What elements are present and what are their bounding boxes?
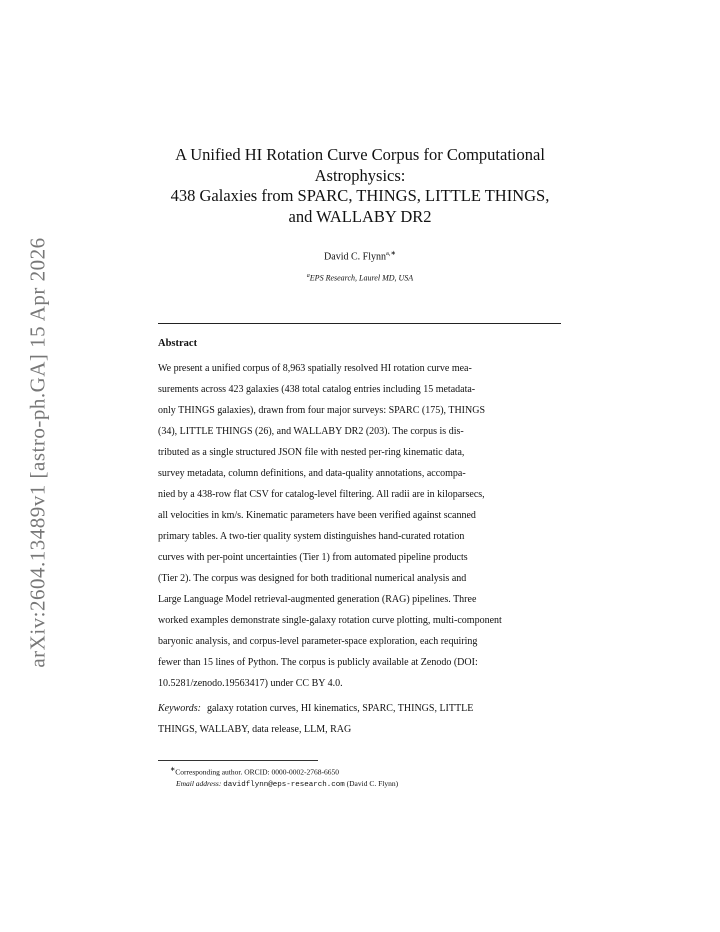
keywords-line: THINGS, WALLABY, data release, LLM, RAG — [158, 724, 352, 735]
author-line — [150, 247, 570, 263]
email-link[interactable]: davidflynn@eps-research.com — [223, 780, 345, 789]
footnote — [170, 764, 590, 791]
arxiv-id-text: arXiv:2604.13489v1 [astro-ph.GA] 15 Apr 2026 — [25, 237, 50, 668]
abstract-line: surements across 423 galaxies (438 total catalog entries including 15 metadata- — [158, 384, 476, 395]
footnote-mark: ∗ — [170, 766, 176, 773]
abstract-line: (34), LITTLE THINGS (26), and WALLABY DR2 (203). The corpus is dis- — [158, 426, 464, 437]
author-name: David C. Flynn — [324, 251, 386, 263]
abstract-line: curves with per-point uncertainties (Tier 1) from automated pipeline products — [158, 552, 468, 563]
abstract-line: We present a unified corpus of 8,963 spatially resolved HI rotation curve mea- — [158, 363, 472, 374]
abstract-line: 10.5281/zenodo.19563417) under CC BY 4.0. — [158, 678, 343, 689]
paper-title — [150, 145, 570, 227]
abstract-line: nied by a 438-row flat CSV for catalog-level filtering. All radii are in kiloparsecs, — [158, 489, 485, 500]
affiliation-line — [150, 271, 570, 284]
abstract-line: primary tables. A two-tier quality system distinguishes hand-curated rotation — [158, 531, 465, 542]
footnote-corresponding-text: Corresponding author. ORCID: 0000-0002-2768-6650 — [175, 767, 339, 777]
keywords-label: Keywords: — [158, 703, 201, 714]
abstract-line: survey metadata, column definitions, and data-quality annotations, accompa- — [158, 468, 466, 479]
footnote-rule — [158, 760, 318, 761]
footnote-corresponding — [170, 764, 590, 778]
title-line: and WALLABY DR2 — [288, 206, 432, 226]
abstract-line: Large Language Model retrieval-augmented generation (RAG) pipelines. Three — [158, 594, 477, 605]
affiliation-text: EPS Research, Laurel MD, USA — [309, 273, 414, 283]
abstract-line: worked examples demonstrate single-galaxy rotation curve plotting, multi-component — [158, 615, 502, 626]
keywords-line — [158, 701, 598, 722]
arxiv-identifier-stamp — [18, 230, 58, 675]
email-owner: (David C. Flynn) — [346, 778, 399, 788]
abstract-line: all velocities in km/s. Kinematic parameters have been verified against scanned — [158, 510, 476, 521]
affiliation-mark: a — [306, 273, 310, 279]
keywords-block — [158, 701, 598, 743]
email-label: Email address: — [176, 778, 222, 788]
abstract-line: (Tier 2). The corpus was designed for both traditional numerical analysis and — [158, 573, 467, 584]
abstract-heading: Abstract — [158, 338, 198, 349]
abstract-line: baryonic analysis, and corpus-level parameter-space exploration, each requiring — [158, 636, 478, 647]
footnote-email-line — [170, 778, 590, 791]
abstract-line: fewer than 15 lines of Python. The corpus is publicly available at Zenodo (DOI: — [158, 657, 478, 668]
title-line: Astrophysics: — [314, 165, 406, 185]
author-marks: a,∗ — [385, 250, 396, 257]
abstract-top-rule — [158, 323, 561, 324]
abstract-line: only THINGS galaxies), drawn from four major surveys: SPARC (175), THINGS — [158, 405, 486, 416]
abstract-line: tributed as a single structured JSON file with nested per-ring kinematic data, — [158, 447, 465, 458]
keywords-text: galaxy rotation curves, HI kinematics, SPARC, THINGS, LITTLE — [206, 703, 474, 714]
title-line: 438 Galaxies from SPARC, THINGS, LITTLE THINGS, — [170, 186, 550, 205]
title-line: A Unified HI Rotation Curve Corpus for Computational — [175, 145, 545, 164]
abstract-body — [158, 361, 598, 697]
